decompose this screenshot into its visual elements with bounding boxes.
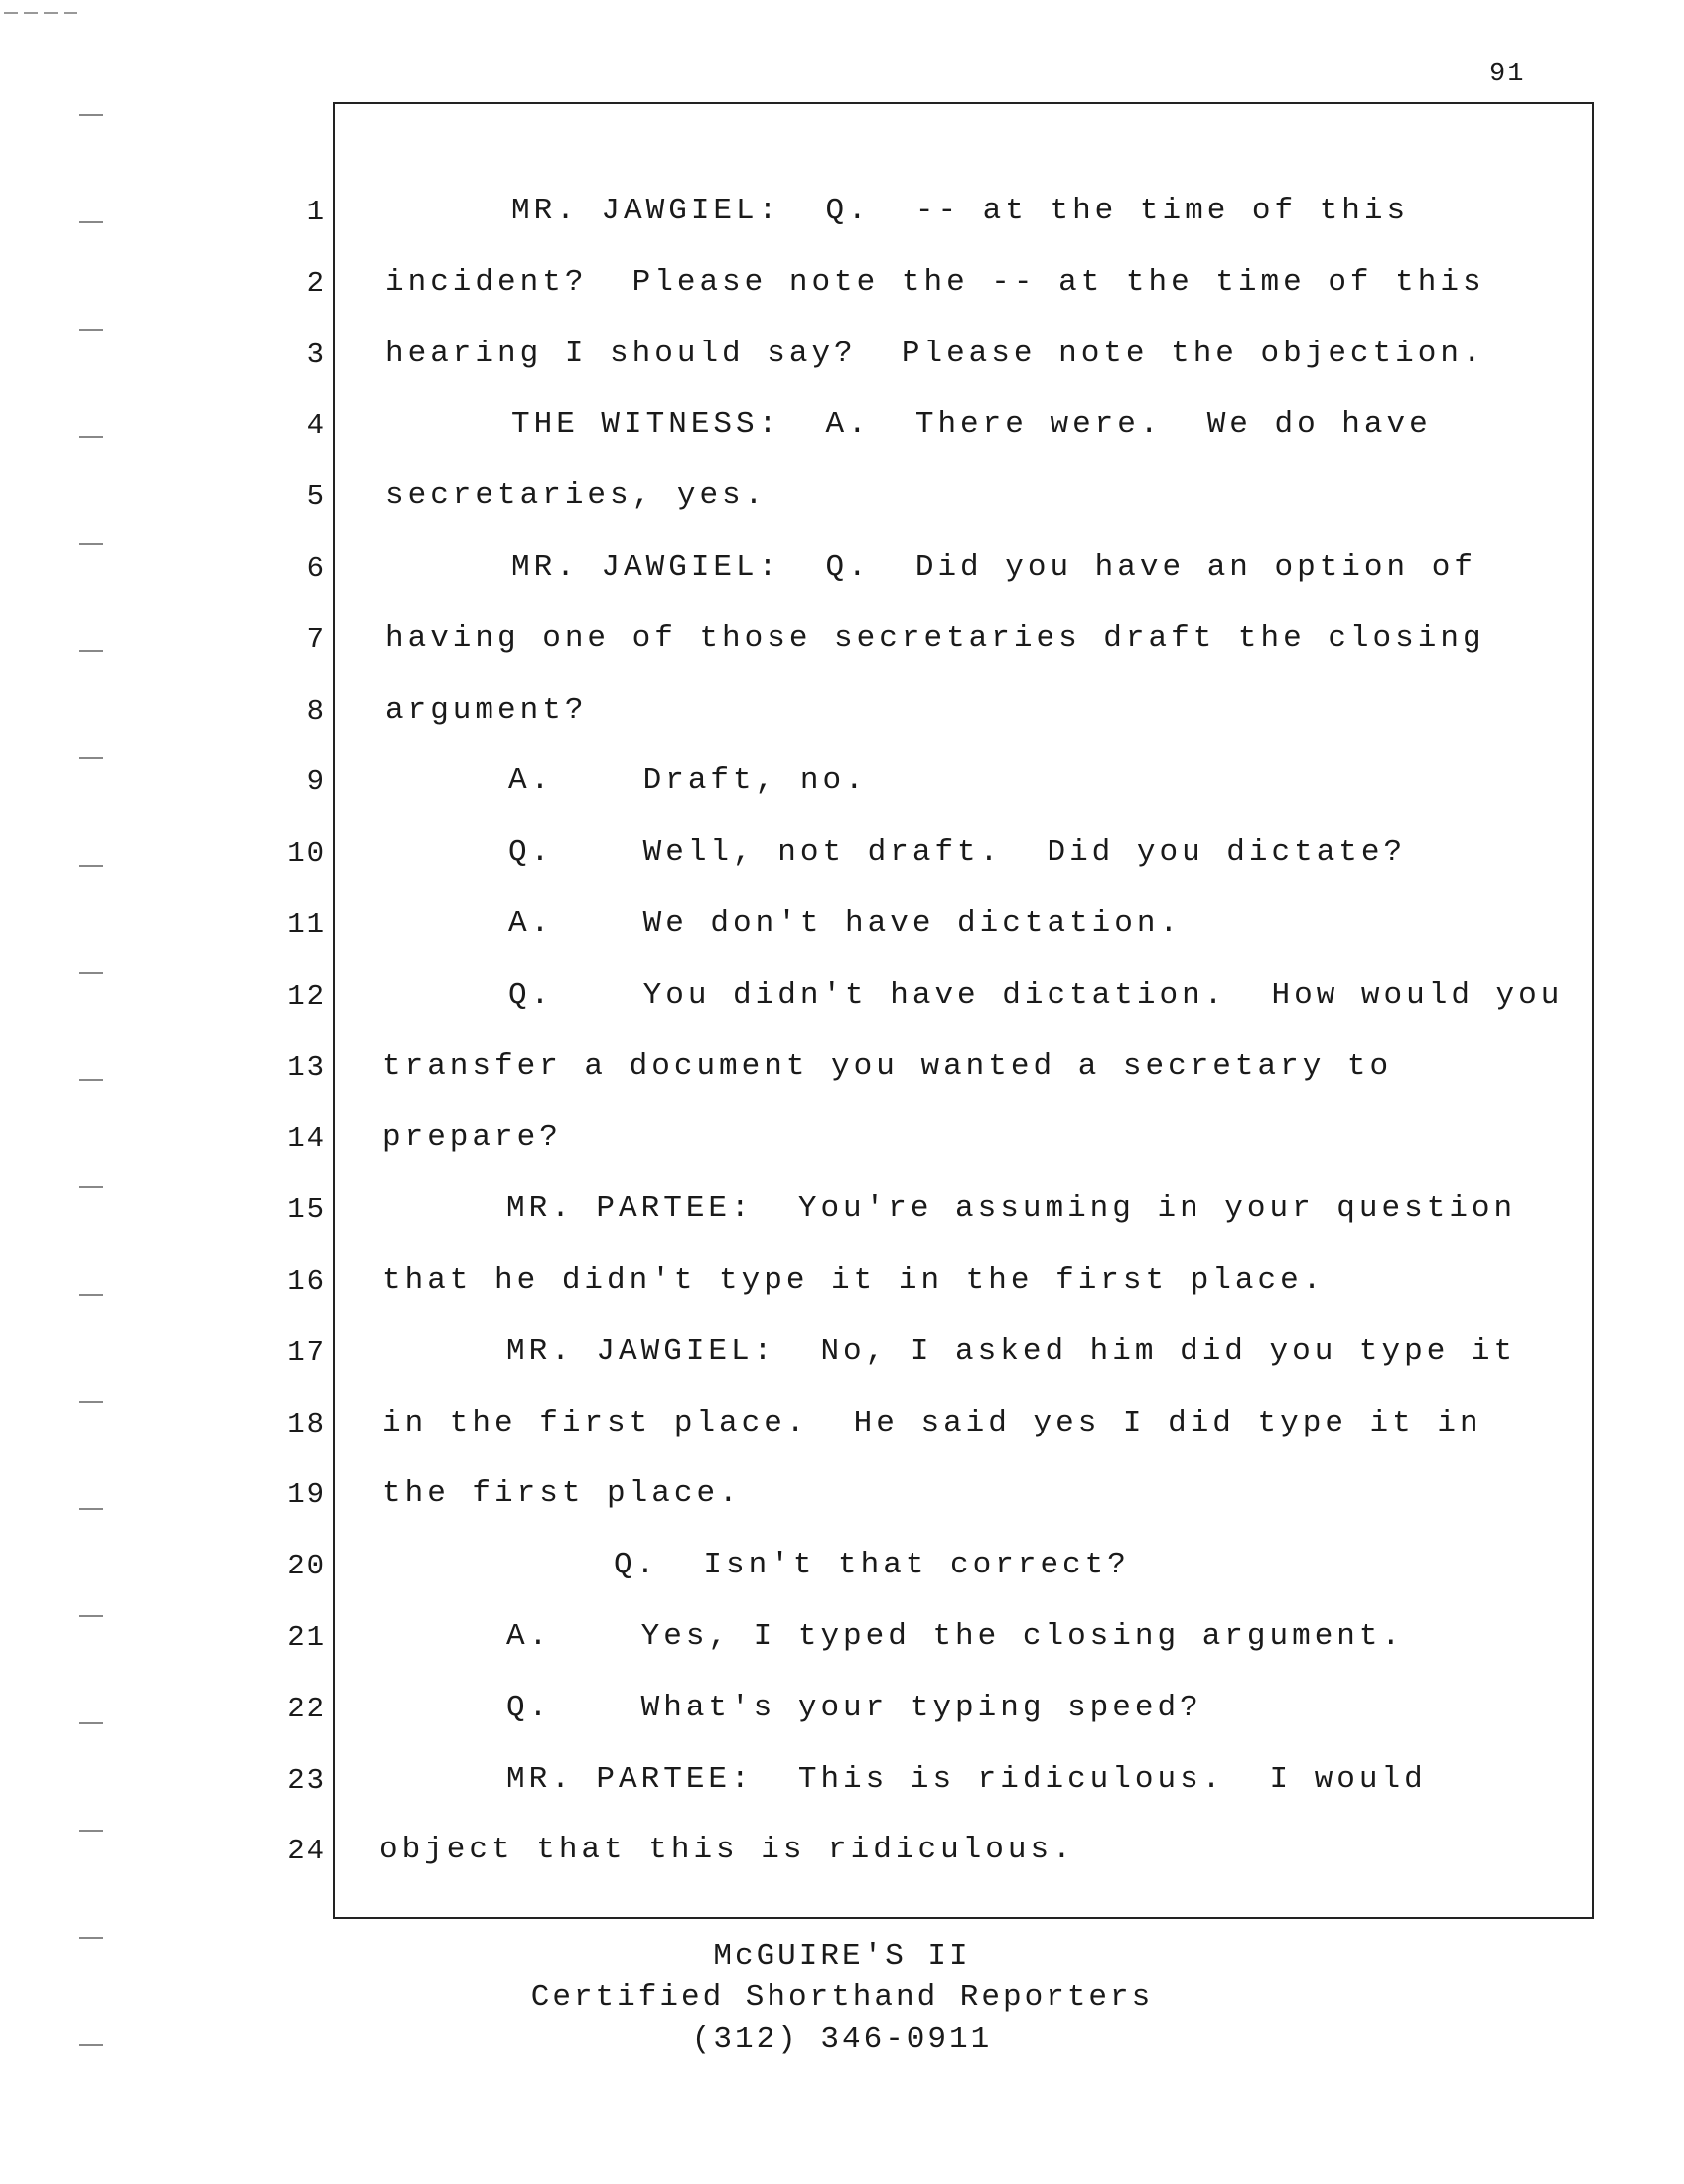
transcript-line: A. Yes, I typed the closing argument. (506, 1619, 1405, 1654)
margin-tick (79, 543, 103, 545)
scan-edge-mark (4, 12, 83, 14)
margin-tick (79, 1508, 103, 1510)
transcript-line: in the first place. He said yes I did type it in (382, 1405, 1482, 1440)
line-number: 16 (287, 1265, 326, 1297)
line-number: 14 (287, 1122, 326, 1156)
transcript-line: incident? Please note the -- at the time of this (385, 264, 1485, 300)
line-number: 7 (306, 622, 326, 656)
line-number: 15 (287, 1193, 326, 1227)
margin-tick (79, 1294, 103, 1296)
line-number: 22 (287, 1692, 326, 1725)
line-number: 13 (287, 1050, 326, 1084)
line-number: 6 (306, 552, 326, 585)
transcript-line: that he didn't type it in the first place. (382, 1263, 1326, 1297)
transcript-line: Q. What's your typing speed? (506, 1690, 1202, 1725)
margin-tick (79, 1615, 103, 1617)
transcript-line: object that this is ridiculous. (379, 1833, 1075, 1868)
margin-tick (79, 1079, 103, 1081)
transcript-line: hearing I should say? Please note the objection. (385, 336, 1485, 371)
line-number: 17 (287, 1335, 326, 1369)
margin-tick (79, 1401, 103, 1403)
line-number: 23 (287, 1763, 326, 1797)
line-number: 19 (287, 1478, 326, 1512)
transcript-line: Q. You didn't have dictation. How would you (508, 977, 1564, 1013)
page-number: 91 (1489, 60, 1526, 89)
transcript-line: argument? (385, 692, 588, 728)
margin-tick (79, 972, 103, 974)
margin-tick (79, 436, 103, 438)
footer-title: Certified Shorthand Reporters (530, 1980, 1154, 2015)
margin-tick (79, 1722, 103, 1724)
transcript-line: MR. JAWGIEL: Q. Did you have an option of (511, 550, 1476, 585)
transcript-line: MR. JAWGIEL: No, I asked him did you type it (506, 1333, 1517, 1369)
margin-tick (79, 221, 103, 223)
margin-tick (79, 329, 103, 331)
line-number: 5 (306, 480, 326, 514)
transcript-line: Q. Isn't that correct? (614, 1548, 1130, 1583)
transcript-line: prepare? (382, 1120, 562, 1156)
transcript-line: the first place. (382, 1476, 742, 1512)
transcript-line: secretaries, yes. (385, 478, 768, 514)
line-number: 18 (287, 1407, 326, 1440)
line-number: 1 (306, 196, 326, 228)
transcript-line: transfer a document you wanted a secretary to (382, 1048, 1393, 1084)
footer-phone: (312) 346-0911 (691, 2022, 993, 2057)
margin-tick (79, 757, 103, 759)
line-number: 9 (306, 765, 326, 799)
line-number: 20 (287, 1550, 326, 1583)
footer-company: McGUIRE'S II (713, 1939, 971, 1974)
margin-tick (79, 1830, 103, 1832)
line-number: 24 (287, 1835, 326, 1868)
line-number: 10 (287, 837, 326, 871)
line-number: 4 (306, 409, 326, 443)
line-number: 3 (306, 338, 326, 371)
transcript-line: A. We don't have dictation. (508, 906, 1183, 941)
transcript-line: THE WITNESS: A. There were. We do have (511, 407, 1432, 443)
line-number: 12 (287, 979, 326, 1013)
margin-tick (79, 650, 103, 652)
margin-tick (79, 1186, 103, 1188)
line-number: 8 (306, 694, 326, 728)
line-number: 11 (287, 908, 326, 941)
reporter-footer (0, 1936, 1684, 2061)
transcript-line: having one of those secretaries draft the closing (385, 620, 1485, 656)
transcript-line: Q. Well, not draft. Did you dictate? (508, 835, 1407, 871)
transcript-line: MR. PARTEE: You're assuming in your question (506, 1191, 1517, 1227)
transcript-line: MR. JAWGIEL: Q. -- at the time of this (511, 194, 1410, 228)
transcript-line: A. Draft, no. (508, 763, 868, 799)
line-number: 2 (306, 266, 326, 300)
margin-tick (79, 865, 103, 867)
margin-tick (79, 114, 103, 116)
line-number: 21 (287, 1621, 326, 1654)
transcript-line: MR. PARTEE: This is ridiculous. I would (506, 1761, 1427, 1797)
